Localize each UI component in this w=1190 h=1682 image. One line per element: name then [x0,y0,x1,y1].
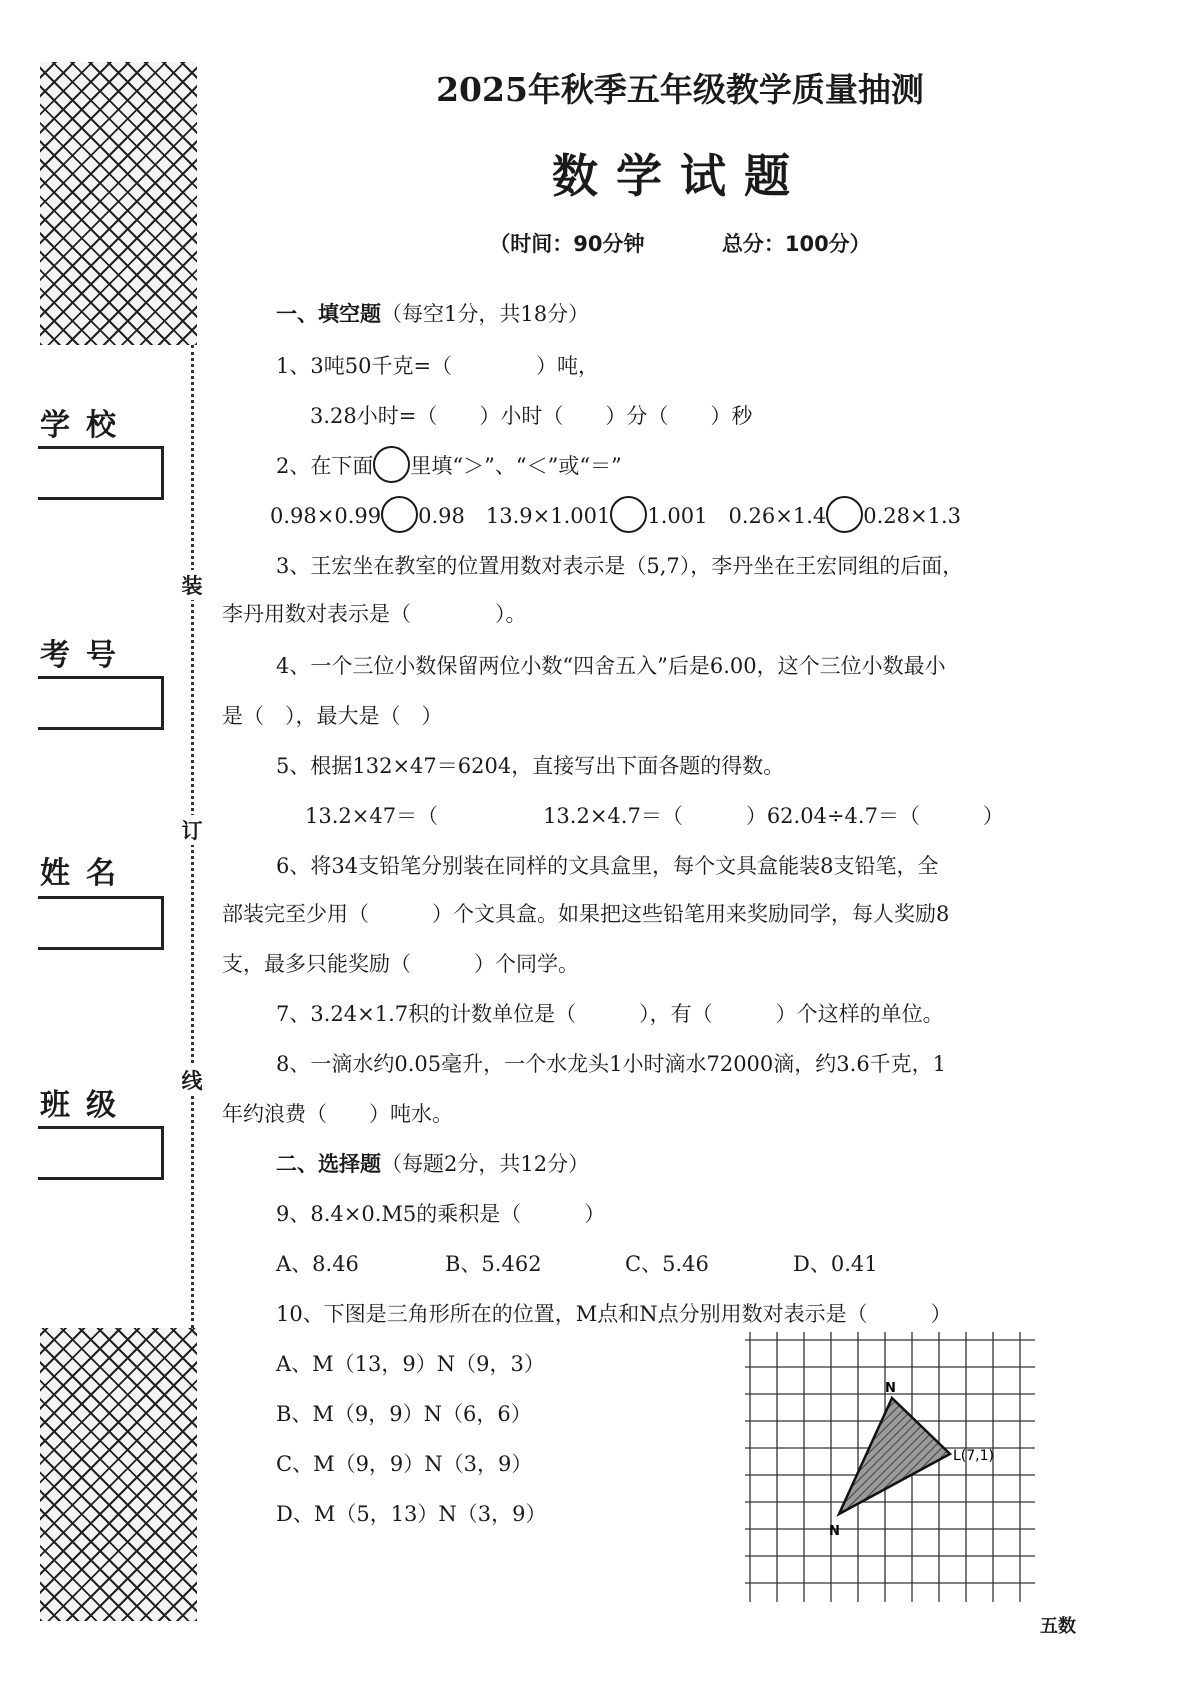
question-8-line-1: 8、一滴水约0.05毫升，一个水龙头1小时滴水72000滴，约3.6千克，1 [276,1052,947,1076]
name-field[interactable] [38,896,164,950]
question-6-line-2: 部装完至少用（ ）个文具盒。如果把这些铅笔用来奖励同学，每人奖励8 [222,902,950,926]
exam-number-field[interactable] [38,676,164,730]
subject-title: 数学试题 [552,149,808,203]
question-2-expressions [270,500,961,533]
binding-hatch-bottom [40,1328,197,1621]
expr-1: 0.98×0.99 [270,504,382,528]
section-1-title: 一、填空题 [276,302,381,326]
question-6-line-1: 6、将34支铅笔分别装在同样的文具盒里，每个文具盒能装8支铅笔，全 [276,854,939,878]
question-4-line-2: 是（ ），最大是（ ） [222,704,443,728]
exam-title: 2025年秋季五年级教学质量抽测 [436,70,924,109]
expr-4: 0.28×1.3 [863,504,961,528]
section-2-title: 二、选择题 [276,1152,381,1176]
option-10-c: C、M（9，9）N（3，9） [276,1452,533,1476]
question-5-line-1: 5、根据132×47＝6204，直接写出下面各题的得数。 [276,754,785,778]
binding-hatch-top [40,62,197,345]
option-10-d: D、M（5，13）N（3，9） [276,1502,547,1526]
coordinate-grid-figure [745,1330,1045,1605]
page-footer: 五数 [1040,1616,1076,1637]
name-label: 姓名 [40,856,132,891]
question-2-text-a: 2、在下面 [276,454,374,478]
question-3-line-1: 3、王宏坐在教室的位置用数对表示是（5,7），李丹坐在王宏同组的后面， [276,554,964,578]
question-2-intro [276,450,622,483]
compare-circle-icon [373,446,410,483]
option-9-a: A、8.46 [276,1252,359,1276]
school-field[interactable] [38,446,164,500]
binding-char-zhuang: 装 [177,570,207,600]
exam-info [330,228,1030,258]
class-label: 班级 [40,1088,132,1123]
triangle-shape [839,1398,950,1514]
exam-time: （时间：90分钟 [489,232,645,256]
point-right-label: L(7,1) [953,1448,994,1464]
exam-total-score: 总分：100分） [721,232,871,256]
section-1-points: （每空1分，共18分） [381,302,590,326]
school-label: 学校 [40,408,132,443]
option-9-c: C、5.46 [625,1252,709,1276]
option-9-d: D、0.41 [793,1252,878,1276]
section-1-heading [276,298,589,328]
answer-circle-1[interactable] [381,496,418,533]
question-1-line-2: 3.28小时=（ ）小时（ ）分（ ）秒 [310,404,753,428]
option-9-b: B、5.462 [445,1252,542,1276]
question-9: 9、8.4×0.M5的乘积是（ ） [276,1202,606,1226]
point-top-label: N [885,1381,896,1396]
option-10-a: A、M（13，9）N（9，3） [276,1352,545,1376]
point-bottom-label: N [829,1524,840,1539]
option-10-b: B、M（9，9）N（6，6） [276,1402,532,1426]
question-2-text-b: 里填“＞”、“＜”或“＝” [410,454,622,478]
question-8-line-2: 年约浪费（ ）吨水。 [222,1102,453,1126]
class-field[interactable] [38,1126,164,1180]
exam-number-label: 考号 [40,638,132,673]
question-7: 7、3.24×1.7积的计数单位是（ ），有（ ）个这样的单位。 [276,1002,944,1026]
question-10: 10、下图是三角形所在的位置，M点和N点分别用数对表示是（ ） [276,1302,952,1326]
binding-char-xian: 线 [177,1065,207,1095]
section-2-heading [276,1148,589,1178]
question-5-line-2: 13.2×47＝（ 13.2×4.7＝（ ）62.04÷4.7＝（ ） [305,804,1004,828]
answer-circle-2[interactable] [610,496,647,533]
expr-3: 1.001 0.26×1.4 [647,504,827,528]
answer-circle-3[interactable] [826,496,863,533]
binding-char-ding: 订 [177,815,207,845]
section-2-points: （每题2分，共12分） [381,1152,590,1176]
question-4-line-1: 4、一个三位小数保留两位小数“四舍五入”后是6.00，这个三位小数最小 [276,654,946,678]
expr-2: 0.98 13.9×1.001 [418,504,611,528]
question-1-line-1: 1、3吨50千克=（ ）吨， [276,354,600,378]
question-3-line-2: 李丹用数对表示是（ ）。 [222,602,527,626]
question-6-line-3: 支，最多只能奖励（ ）个同学。 [222,952,579,976]
